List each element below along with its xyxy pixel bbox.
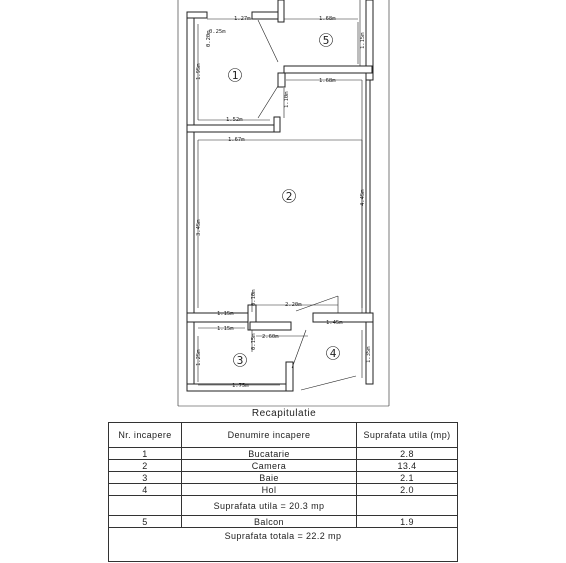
- wall: [284, 66, 372, 73]
- dim-label: 1.75m: [232, 383, 249, 389]
- dim-label: 1.68m: [319, 16, 336, 22]
- svg-text:4: 4: [329, 347, 337, 360]
- cell-name: Hol: [182, 484, 357, 496]
- cell-name: Baie: [182, 472, 357, 484]
- dim-label: 1.10m: [284, 91, 290, 108]
- cell-area: 1.9: [357, 516, 458, 528]
- table-row: [109, 460, 458, 472]
- dim-label: 1.15m: [360, 32, 366, 49]
- recap-table: [108, 422, 458, 562]
- svg-text:2: 2: [285, 190, 293, 203]
- grand-total-row: [109, 528, 458, 562]
- table-header-row: [109, 423, 458, 448]
- dim-label: 1.67m: [228, 137, 245, 143]
- dim-label: 1.25m: [196, 349, 202, 366]
- header-name: Denumire incapere: [182, 423, 357, 448]
- balcony-row: [109, 516, 458, 528]
- wall: [187, 125, 280, 132]
- wall: [278, 0, 284, 22]
- dim-label: 1.35m: [366, 346, 372, 363]
- door-line: [301, 376, 356, 390]
- dim-label: 1.45m: [326, 320, 343, 326]
- cell-area: 2.8: [357, 448, 458, 460]
- wall: [286, 362, 293, 391]
- wall: [250, 322, 291, 330]
- dim-label: 0.10m: [251, 289, 257, 306]
- dim-label: 1.15m: [217, 311, 234, 317]
- cell-nr: 4: [109, 484, 182, 496]
- cell-nr: 3: [109, 472, 182, 484]
- cell-empty: [357, 496, 458, 516]
- wall: [274, 117, 280, 132]
- dim-label: 2.60m: [262, 334, 279, 340]
- useful-total-row: [109, 496, 458, 516]
- cell-nr: 1: [109, 448, 182, 460]
- dim-label: 0.25m: [209, 29, 226, 35]
- dim-label: 2.20m: [285, 302, 302, 308]
- cell-name: Camera: [182, 460, 357, 472]
- dim-label: 0.20m: [206, 30, 212, 47]
- door-line: [296, 296, 338, 311]
- wall: [187, 12, 207, 18]
- header-nr: Nr. incapere: [109, 423, 182, 448]
- cell-area: 13.4: [357, 460, 458, 472]
- dim-label: 0.15m: [251, 333, 257, 350]
- cell-area: 2.1: [357, 472, 458, 484]
- grand-total: Suprafata totala = 22.2 mp: [109, 528, 458, 562]
- dim-label: 1.95m: [196, 63, 202, 80]
- room-marker-5: [320, 34, 333, 48]
- dim-label: 3.45m: [196, 219, 202, 236]
- dim-label: 1.15m: [217, 326, 234, 332]
- cell-empty: [109, 496, 182, 516]
- cell-name: Bucatarie: [182, 448, 357, 460]
- header-area: Suprafata utila (mp): [357, 423, 458, 448]
- dim-label: 1.52m: [226, 117, 243, 123]
- room-marker-2: [283, 190, 296, 204]
- room-marker-1: [229, 69, 242, 83]
- cell-area: 2.0: [357, 484, 458, 496]
- cell-nr: 2: [109, 460, 182, 472]
- recap-title: Recapitulatie: [251, 408, 317, 419]
- door-line: [258, 86, 278, 118]
- table-row: [109, 484, 458, 496]
- dim-label: 1.27m: [234, 16, 251, 22]
- svg-text:1: 1: [231, 69, 239, 82]
- cell-nr: 5: [109, 516, 182, 528]
- useful-total: Suprafata utila = 20.3 mp: [182, 496, 357, 516]
- wall: [313, 313, 373, 322]
- door-line: [258, 20, 278, 62]
- svg-text:5: 5: [322, 34, 330, 47]
- cell-name: Balcon: [182, 516, 357, 528]
- wall: [278, 73, 285, 87]
- svg-text:3: 3: [236, 354, 244, 367]
- table-row: [109, 448, 458, 460]
- dim-label: 4.45m: [360, 189, 366, 206]
- room-marker-4: [327, 347, 340, 361]
- wall: [366, 80, 370, 313]
- dim-label: 1.68m: [319, 78, 336, 84]
- room-marker-3: [234, 354, 247, 368]
- table-row: [109, 472, 458, 484]
- wall: [187, 12, 194, 390]
